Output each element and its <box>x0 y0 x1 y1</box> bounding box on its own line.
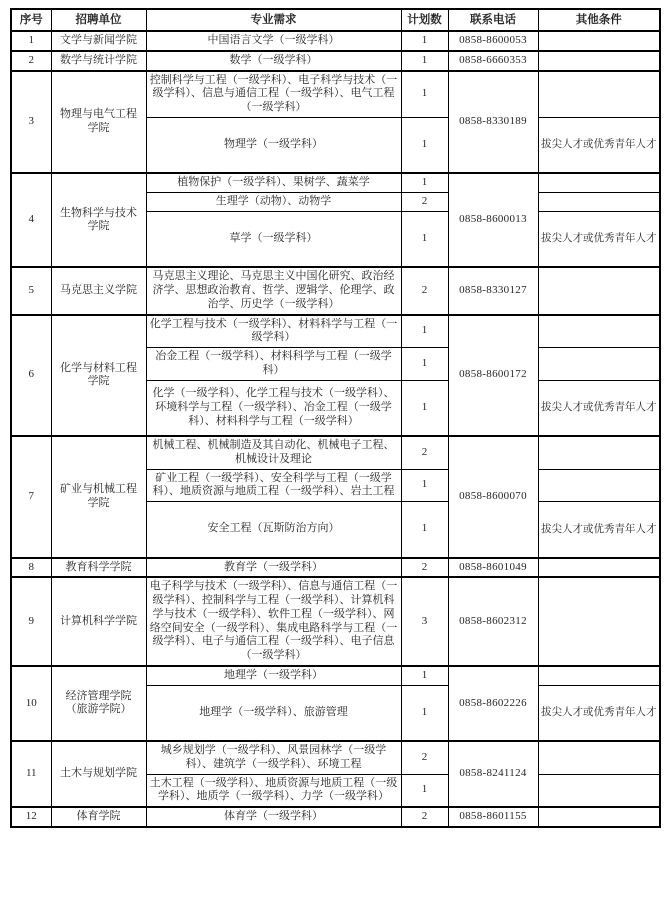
unit-row-10-sub-1 <box>11 666 660 685</box>
count-cell: 1 <box>401 173 448 192</box>
phone-cell: 0858-8601049 <box>448 558 538 578</box>
row-number-cell: 1 <box>11 31 51 51</box>
unit-cell: 矿业与机械工程学院 <box>51 436 146 558</box>
major-cell: 体育学（一级学科） <box>146 807 401 827</box>
unit-cell: 马克思主义学院 <box>51 267 146 314</box>
header-no: 序号 <box>11 9 51 31</box>
phone-cell: 0858-8600053 <box>448 31 538 51</box>
row-number-cell: 2 <box>11 51 51 71</box>
major-cell: 生理学（动物）、动物学 <box>146 193 401 212</box>
count-cell: 1 <box>401 51 448 71</box>
unit-cell: 物理与电气工程学院 <box>51 71 146 174</box>
major-cell: 植物保护（一级学科）、果树学、蔬菜学 <box>146 173 401 192</box>
row-number-cell: 5 <box>11 267 51 314</box>
major-cell: 马克思主义理论、马克思主义中国化研究、政治经济学、思想政治教育、哲学、逻辑学、伦理学、政治学、历史学（一级学科） <box>146 267 401 314</box>
unit-row-9-sub-1 <box>11 577 660 666</box>
unit-cell: 化学与材料工程学院 <box>51 315 146 437</box>
major-cell: 电子科学与技术（一级学科）、信息与通信工程（一级学科）、控制科学与工程（一级学科）、计算机科学与技术（一级学科）、软件工程（一级学科）、网络空间安全（一级学科）、集成电路科学与工程（一级学科）、电子与通信工程（一级学科）、电子信息（一级学科） <box>146 577 401 666</box>
unit-row-7-sub-1 <box>11 436 660 469</box>
other-cell: 拔尖人才或优秀青年人才 <box>538 685 660 741</box>
unit-row-2-sub-1 <box>11 51 660 71</box>
other-cell <box>538 315 660 348</box>
unit-row-1-sub-1 <box>11 31 660 51</box>
row-number-cell: 9 <box>11 577 51 666</box>
phone-cell: 0858-8601155 <box>448 807 538 827</box>
other-cell <box>538 348 660 381</box>
unit-cell: 教育科学学院 <box>51 558 146 578</box>
count-cell: 2 <box>401 741 448 774</box>
count-cell: 2 <box>401 267 448 314</box>
phone-cell: 0858-6660353 <box>448 51 538 71</box>
row-number-cell: 11 <box>11 741 51 807</box>
header-other: 其他条件 <box>538 9 660 31</box>
phone-cell: 0858-8241124 <box>448 741 538 807</box>
major-cell: 地理学（一级学科）、旅游管理 <box>146 685 401 741</box>
count-cell: 1 <box>401 685 448 741</box>
unit-cell: 体育学院 <box>51 807 146 827</box>
other-cell: 拔尖人才或优秀青年人才 <box>538 117 660 173</box>
count-cell: 1 <box>401 666 448 685</box>
count-cell: 3 <box>401 577 448 666</box>
major-cell: 化学（一级学科）、化学工程与技术（一级学科）、环境科学与工程（一级学科）、冶金工程（一级学科）、材料科学与工程（一级学科） <box>146 380 401 436</box>
unit-row-12-sub-1 <box>11 807 660 827</box>
unit-row-4-sub-1 <box>11 173 660 192</box>
count-cell: 1 <box>401 211 448 267</box>
count-cell: 1 <box>401 502 448 558</box>
major-cell: 化学工程与技术（一级学科）、材料科学与工程（一级学科） <box>146 315 401 348</box>
other-cell: 拔尖人才或优秀青年人才 <box>538 502 660 558</box>
other-cell <box>538 71 660 118</box>
other-cell <box>538 51 660 71</box>
count-cell: 1 <box>401 31 448 51</box>
row-number-cell: 3 <box>11 71 51 174</box>
count-cell: 2 <box>401 436 448 469</box>
header-major: 专业需求 <box>146 9 401 31</box>
major-cell: 安全工程（瓦斯防治方向） <box>146 502 401 558</box>
other-cell <box>538 774 660 807</box>
other-cell <box>538 193 660 212</box>
other-cell <box>538 31 660 51</box>
phone-cell: 0858-8330189 <box>448 71 538 174</box>
unit-cell: 土木与规划学院 <box>51 741 146 807</box>
count-cell: 1 <box>401 469 448 502</box>
major-cell: 土木工程（一级学科）、地质资源与地质工程（一级学科）、地质学（一级学科）、力学（一级学科） <box>146 774 401 807</box>
row-number-cell: 12 <box>11 807 51 827</box>
header-unit: 招聘单位 <box>51 9 146 31</box>
major-cell: 地理学（一级学科） <box>146 666 401 685</box>
header-row <box>11 9 660 31</box>
count-cell: 2 <box>401 558 448 578</box>
other-cell <box>538 741 660 774</box>
recruitment-table <box>10 8 661 828</box>
other-cell <box>538 807 660 827</box>
unit-row-6-sub-1 <box>11 315 660 348</box>
phone-cell: 0858-8600013 <box>448 173 538 267</box>
row-number-cell: 6 <box>11 315 51 437</box>
count-cell: 2 <box>401 807 448 827</box>
phone-cell: 0858-8600070 <box>448 436 538 558</box>
unit-row-3-sub-1 <box>11 71 660 118</box>
row-number-cell: 7 <box>11 436 51 558</box>
major-cell: 中国语言文学（一级学科） <box>146 31 401 51</box>
other-cell <box>538 666 660 685</box>
header-count: 计划数 <box>401 9 448 31</box>
unit-row-5-sub-1 <box>11 267 660 314</box>
row-number-cell: 4 <box>11 173 51 267</box>
phone-cell: 0858-8602312 <box>448 577 538 666</box>
count-cell: 1 <box>401 315 448 348</box>
major-cell: 数学（一级学科） <box>146 51 401 71</box>
phone-cell: 0858-8600172 <box>448 315 538 437</box>
major-cell: 冶金工程（一级学科）、材料科学与工程（一级学科） <box>146 348 401 381</box>
unit-cell: 计算机科学学院 <box>51 577 146 666</box>
phone-cell: 0858-8330127 <box>448 267 538 314</box>
count-cell: 1 <box>401 380 448 436</box>
major-cell: 物理学（一级学科） <box>146 117 401 173</box>
major-cell: 控制科学与工程（一级学科）、电子科学与技术（一级学科）、信息与通信工程（一级学科）、电气工程（一级学科） <box>146 71 401 118</box>
row-number-cell: 8 <box>11 558 51 578</box>
other-cell <box>538 267 660 314</box>
count-cell: 2 <box>401 193 448 212</box>
major-cell: 草学（一级学科） <box>146 211 401 267</box>
other-cell <box>538 436 660 469</box>
unit-cell: 数学与统计学院 <box>51 51 146 71</box>
major-cell: 教育学（一级学科） <box>146 558 401 578</box>
major-cell: 矿业工程（一级学科）、安全科学与工程（一级学科）、地质资源与地质工程（一级学科）、岩土工程 <box>146 469 401 502</box>
count-cell: 1 <box>401 348 448 381</box>
major-cell: 机械工程、机械制造及其自动化、机械电子工程、机械设计及理论 <box>146 436 401 469</box>
unit-cell: 生物科学与技术学院 <box>51 173 146 267</box>
other-cell: 拔尖人才或优秀青年人才 <box>538 211 660 267</box>
other-cell <box>538 558 660 578</box>
other-cell: 拔尖人才或优秀青年人才 <box>538 380 660 436</box>
other-cell <box>538 469 660 502</box>
header-phone: 联系电话 <box>448 9 538 31</box>
phone-cell: 0858-8602226 <box>448 666 538 741</box>
count-cell: 1 <box>401 774 448 807</box>
unit-cell: 经济管理学院（旅游学院） <box>51 666 146 741</box>
count-cell: 1 <box>401 71 448 118</box>
unit-cell: 文学与新闻学院 <box>51 31 146 51</box>
other-cell <box>538 577 660 666</box>
major-cell: 城乡规划学（一级学科）、风景园林学（一级学科）、建筑学（一级学科）、环境工程 <box>146 741 401 774</box>
unit-row-8-sub-1 <box>11 558 660 578</box>
row-number-cell: 10 <box>11 666 51 741</box>
other-cell <box>538 173 660 192</box>
unit-row-11-sub-1 <box>11 741 660 774</box>
count-cell: 1 <box>401 117 448 173</box>
table-body <box>11 31 660 827</box>
